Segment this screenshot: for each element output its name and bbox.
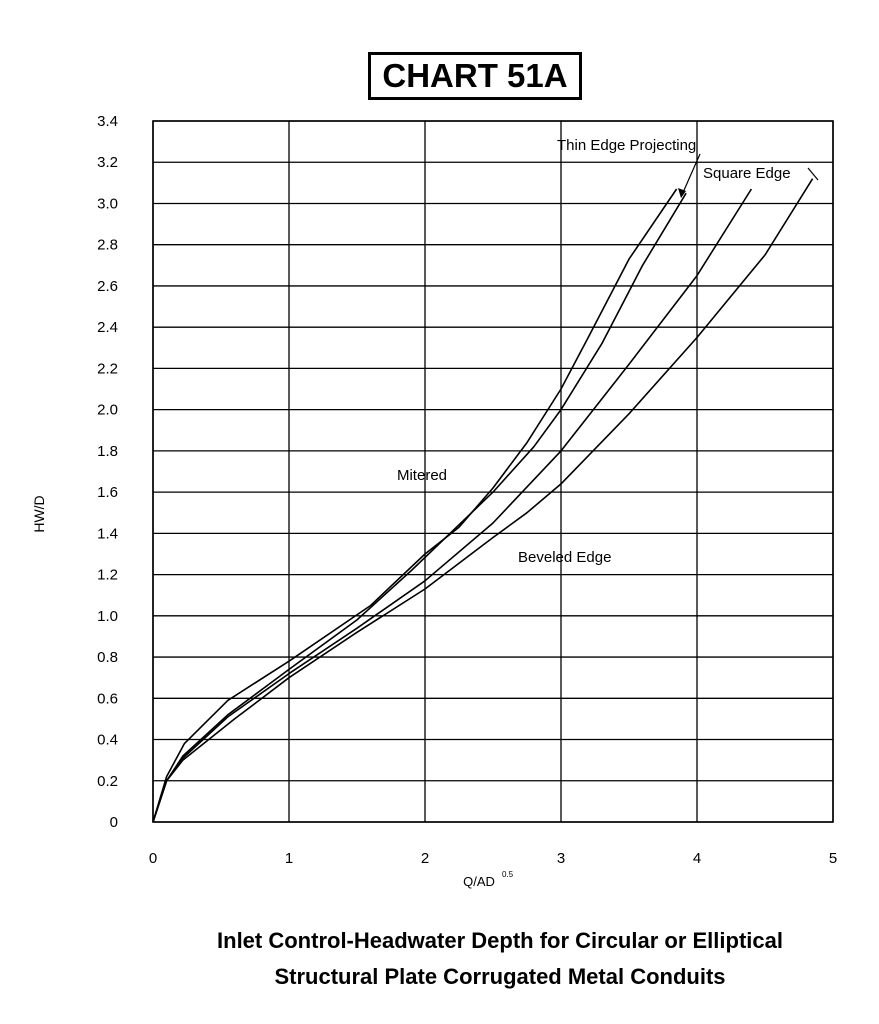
x-axis-label-superscript: 0.5 (502, 870, 514, 879)
y-tick-label: 1.6 (97, 484, 118, 502)
y-axis-label: HW/D (31, 495, 47, 533)
x-tick-label: 4 (692, 850, 702, 867)
annotation-square-edge: Square Edge (703, 165, 791, 182)
caption-line-1: Inlet Control-Headwater Depth for Circular or Elliptical (217, 928, 783, 953)
y-tick-label: 1.0 (97, 607, 118, 625)
caption-line-2: Structural Plate Corrugated Metal Conduits (274, 964, 726, 989)
annotation-thin-edge-projecting: Thin Edge Projecting (557, 137, 697, 154)
annotation-mitered: Mitered (396, 467, 448, 484)
y-tick-label: 1.8 (97, 442, 118, 460)
y-tick-label: 0.2 (97, 772, 118, 790)
annotation-beveled-edge: Beveled Edge (518, 549, 612, 566)
x-tick-label: 5 (828, 850, 838, 867)
grid (153, 121, 833, 822)
y-tick-label: 2.2 (97, 360, 118, 378)
series-line-thin-edge-projecting (153, 189, 677, 822)
x-tick-label: 0 (148, 850, 158, 867)
y-tick-label: 0 (109, 814, 118, 831)
y-tick-label: 0.8 (97, 649, 118, 667)
y-tick-label: 3.0 (97, 195, 118, 213)
leader-square-edge (808, 168, 818, 180)
y-tick-label: 3.2 (97, 154, 118, 172)
y-tick-label: 2.4 (97, 319, 118, 337)
x-tick-label: 2 (420, 850, 430, 867)
series-line-square-edge (153, 189, 751, 822)
axis-layer (31, 113, 837, 889)
y-tick-label: 3.4 (97, 113, 118, 130)
y-tick-label: 0.4 (97, 731, 118, 749)
y-tick-label: 1.2 (97, 566, 118, 584)
series-layer (153, 179, 813, 822)
y-tick-label: 1.4 (97, 525, 118, 543)
y-tick-label: 2.8 (97, 236, 118, 254)
y-tick-label: 2.6 (97, 277, 118, 295)
y-tick-label: 2.0 (97, 401, 118, 419)
x-tick-label: 1 (284, 850, 294, 867)
x-axis-label: Q/AD (463, 874, 495, 889)
chart-label: CHART 51A (368, 52, 582, 100)
y-tick-label: 0.6 (97, 690, 118, 708)
series-line-mitered (153, 193, 686, 822)
x-tick-label: 3 (556, 850, 566, 867)
plot-frame (153, 121, 833, 822)
annotation-layer (397, 137, 818, 566)
